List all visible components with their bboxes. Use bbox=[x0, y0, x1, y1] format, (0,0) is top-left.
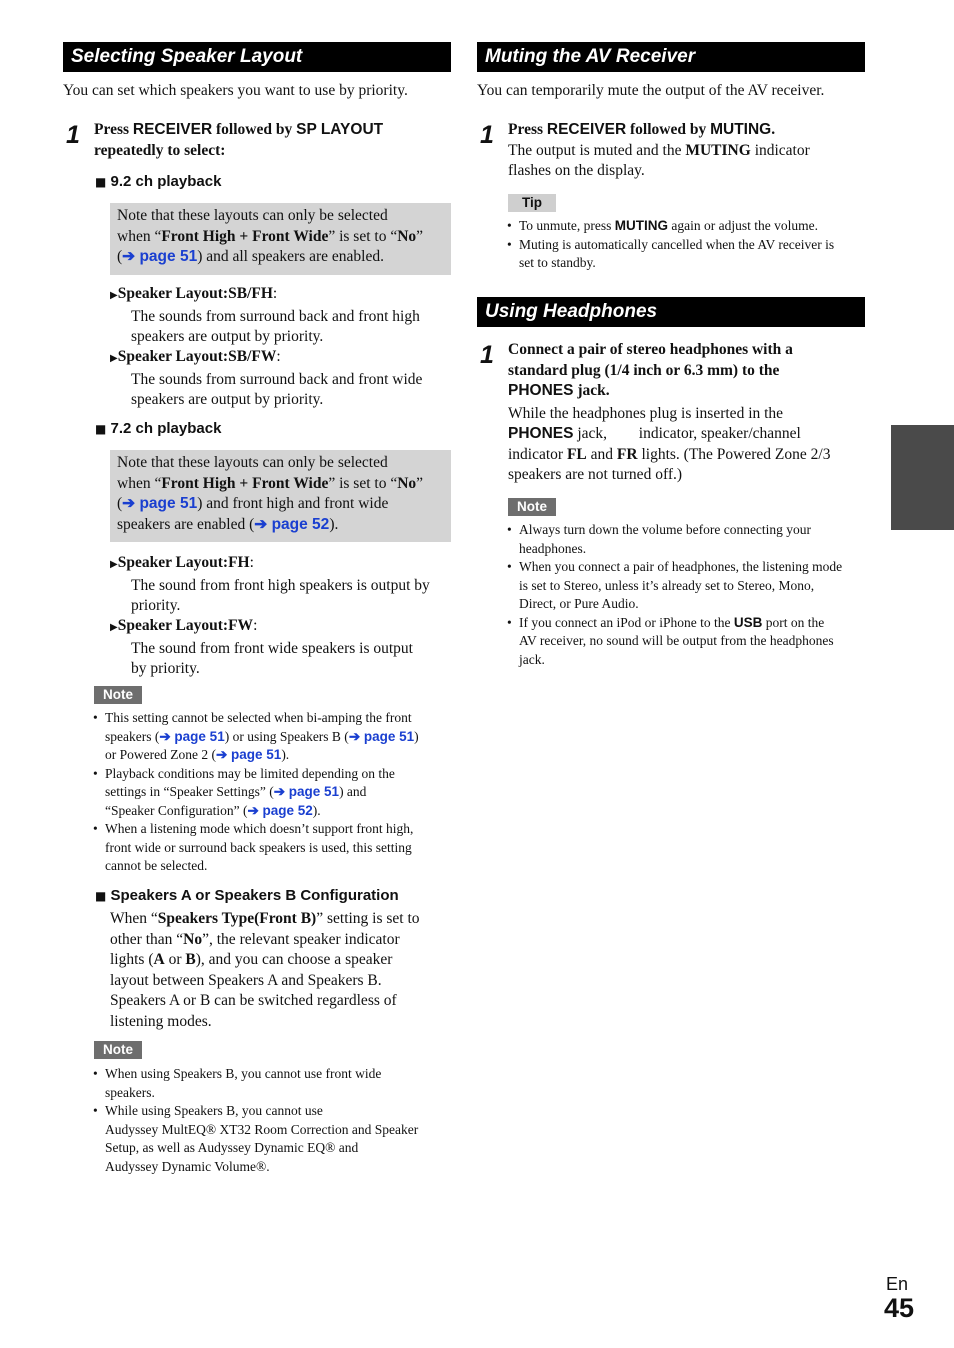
page-51-link[interactable]: ➔ page 51 bbox=[348, 728, 415, 744]
page-52-link[interactable]: ➔ page 52 bbox=[254, 515, 330, 533]
note-badge: Note bbox=[94, 1041, 142, 1059]
note-box-7-2: Note that these layouts can only be selected when “Front High + Front Wide” is set to “No” (➔ page 51) and front high and front wide speakers are enabled (➔ page 52). bbox=[110, 450, 451, 542]
list-item: • Always turn down the volume before connecting your headphones. bbox=[507, 521, 867, 558]
list-item: ▶Speaker Layout:SB/FW: The sounds from surround back and front wide speakers are output by priority. bbox=[110, 348, 423, 408]
step-instruction: Press RECEIVER followed by SP LAYOUT repeatedly to select: bbox=[94, 121, 384, 159]
list-item: • If you connect an iPod or iPhone to the USB port on the AV receiver, no sound will be output from the headphones jack. bbox=[507, 614, 867, 670]
chapter-tab bbox=[891, 425, 954, 530]
note-badge: Note bbox=[508, 498, 556, 516]
page-51-link[interactable]: ➔ page 51 bbox=[215, 747, 282, 762]
list-item: • When using Speakers B, you cannot use front wide speakers. bbox=[93, 1065, 453, 1102]
section-heading-selecting-speaker-layout: Selecting Speaker Layout bbox=[63, 42, 451, 72]
triangle-icon: ▶ bbox=[110, 353, 118, 364]
list-item: ▶Speaker Layout:SB/FH: The sounds from surround back and front high speakers are output by priority. bbox=[110, 285, 420, 345]
page-51-link[interactable]: ➔ page 51 bbox=[122, 248, 198, 265]
section-heading-muting: Muting the AV Receiver bbox=[477, 42, 865, 72]
step-number: 1 bbox=[480, 121, 494, 149]
note-badge: Note bbox=[94, 686, 142, 704]
intro-text: You can set which speakers you want to use by priority. bbox=[63, 82, 408, 99]
page-number: 45 bbox=[884, 1293, 915, 1323]
triangle-icon: ▶ bbox=[110, 622, 118, 633]
page-51-link[interactable]: ➔ page 51 bbox=[122, 495, 198, 512]
list-item: • When a listening mode which doesn’t support front high, front wide or surround back speakers is used, this setting cannot be selected. bbox=[93, 820, 453, 876]
section-heading-headphones: Using Headphones bbox=[477, 297, 865, 327]
triangle-icon: ▶ bbox=[110, 290, 118, 301]
note-list bbox=[93, 1065, 453, 1176]
subheading-9-2-ch: ■ 9.2 ch playback bbox=[95, 173, 222, 190]
list-item: • When you connect a pair of headphones, the listening mode is set to Stereo, unless it’s already set to Stereo, Mono, Direct, or Pure Audio. bbox=[507, 558, 867, 614]
list-item: • This setting cannot be selected when bi-amping the front speakers (➔ page 51) or using Speakers B (➔ page 51) or Powered Zone 2 (➔ page 51). bbox=[93, 709, 453, 765]
list-item: • Playback conditions may be limited depending on the settings in “Speaker Settings” (➔ page 51) and “Speaker Configuration” (➔ page 52). bbox=[93, 765, 453, 821]
list-item: • Muting is automatically cancelled when the AV receiver is set to standby. bbox=[507, 236, 867, 273]
page-52-link[interactable]: ➔ page 52 bbox=[247, 802, 313, 818]
note-box-9-2: Note that these layouts can only be selected when “Front High + Front Wide” is set to “No” (➔ page 51) and all speakers are enabled. bbox=[110, 203, 451, 275]
triangle-icon: ▶ bbox=[110, 559, 118, 570]
step-instruction: Connect a pair of stereo headphones with a standard plug (1/4 inch or 6.3 mm) to the PHONES jack. While the headphones plug is inserted in the PHONES jack, indicator, speaker/channel indicator FL and FR lights. (The Powered Zone 2/3 speakers are not turned off.) bbox=[508, 341, 831, 483]
tip-badge: Tip bbox=[508, 194, 556, 212]
subheading-7-2-ch: ■ 7.2 ch playback bbox=[95, 420, 222, 437]
step-number: 1 bbox=[480, 341, 494, 369]
step-instruction: Press RECEIVER followed by MUTING. The output is muted and the MUTING indicator flashes on the display. bbox=[508, 121, 810, 179]
intro-text: You can temporarily mute the output of the AV receiver. bbox=[477, 82, 825, 99]
speakers-ab-text: When “Speakers Type(Front B)” setting is set to other than “No”, the relevant speaker indicator lights (A or B), and you can choose a speaker layout between Speakers A and Speakers B. Speakers A or B can be switched regardless of listening modes. bbox=[110, 910, 420, 1030]
note-list bbox=[507, 521, 867, 669]
tip-list bbox=[507, 217, 867, 273]
list-item: ▶Speaker Layout:FW: The sound from front wide speakers is output by priority. bbox=[110, 617, 413, 677]
list-item: • While using Speakers B, you cannot use Audyssey MultEQ® XT32 Room Correction and Speaker Setup, as well as Audyssey Dynamic EQ® and Audyssey Dynamic Volume®. bbox=[93, 1102, 453, 1176]
subheading-speakers-a-b: ■ Speakers A or Speakers B Configuration bbox=[95, 887, 399, 904]
list-item: ▶Speaker Layout:FH: The sound from front high speakers is output by priority. bbox=[110, 554, 430, 614]
step-number: 1 bbox=[66, 121, 80, 149]
note-list bbox=[93, 709, 453, 876]
list-item: • To unmute, press MUTING again or adjust the volume. bbox=[507, 217, 867, 236]
page-51-link[interactable]: ➔ page 51 bbox=[273, 784, 340, 799]
language-label: En bbox=[886, 1274, 909, 1294]
page-51-link[interactable]: ➔ page 51 bbox=[159, 728, 225, 744]
